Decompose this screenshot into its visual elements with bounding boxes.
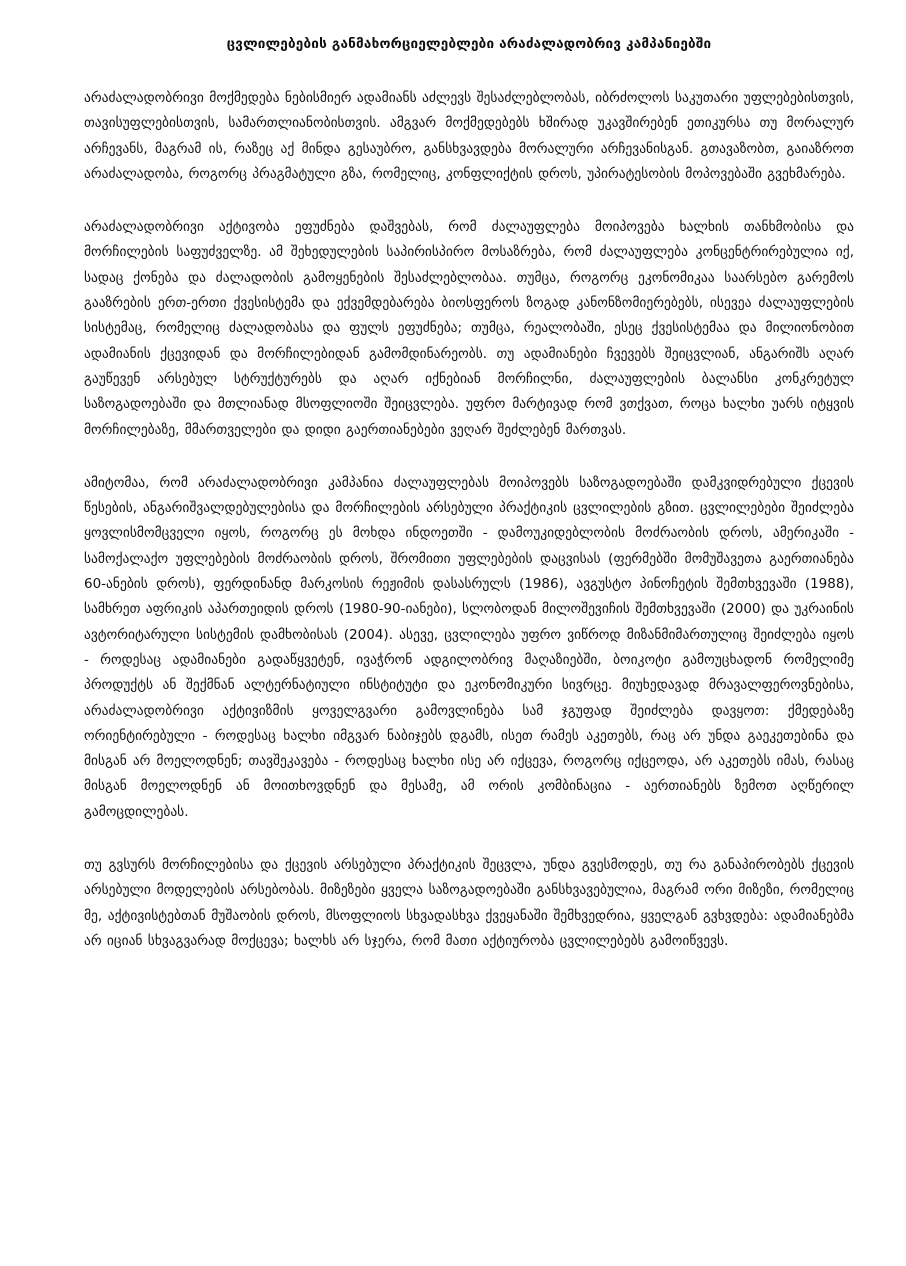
paragraph-1: არაძალადობრივი მოქმედება ნებისმიერ ადამიანს აძლევს შესაძლებლობას, იბრძოლოს საკუთარი უფლებებისთვის, თავისუფლებისთვის, სამართლიანობისთვის. ამგვარ მოქმედებებს ხშირად უკავშირებენ ეთიკურსა თუ მორალურ არჩევანს, მაგრამ ის, რაზეც აქ მინდა გესაუბრო, განსხვავდება მორალური არჩევანისგან. გთავაზობთ, გაიაზროთ არაძალადობა, როგორც პრაგმატული გზა, რომელიც, კონფლიქტის დროს, უპირატესობის მოპოვებაში გვეხმარება. xyxy=(84,90,854,182)
paragraph-4: თუ გვსურს მორჩილებისა და ქცევის არსებული პრაქტიკის შეცვლა, უნდა გვესმოდეს, თუ რა განაპირობებს ქცევის არსებული მოდელების არსებობას. მიზეზები ყველა საზოგადოებაში განსხვავებულია, მაგრამ ორი მიზეზი, რომელიც მე, აქტივისტებთან მუშაობის დროს, მსოფლიოს სხვადასხვა ქვეყანაში შემხვედრია, ყველგან გვხვდება: ადამიანებმა არ იციან სხვაგვარად მოქცევა; ხალხს არ სჯერა, რომ მათი აქტიურობა ცვლილებებს გამოიწვევს. xyxy=(84,857,854,949)
document-title: ცვლილებების განმახორციელებლები არაძალადობრივ კამპანიებში xyxy=(226,36,712,52)
paragraph-2: არაძალადობრივი აქტივობა ეფუძნება დაშვებას, რომ ძალაუფლება მოიპოვება ხალხის თანხმობისა და მორჩილების საფუძველზე. ამ შეხედულების საპირისპირო მოსაზრება, რომ ძალაუფლება კონცენტრირებულია იქ, სადაც ქონება და ძალადობის გამოყენების შესაძლებლობაა. თუმცა, როგორც ეკონომიკაა საარსებო გარემოს გააზრების ერთ-ერთი ქვესისტემა და ექვემდებარება ბიოსფეროს ზოგად კანონზომიერებებს, ისევეა ძალაუფლების სისტემაც, რომელიც ძალადობასა და ფულს ეფუძნება; თუმცა, რეალობაში, ესეც ქვესისტემაა და მილიონობით ადამიანის ქცევიდან და მორჩილებიდან გამომდინარეობს. თუ ადამიანები ჩვევებს შეიცვლიან, ანგარიშს აღარ გაუწევენ არსებულ სტრუქტურებს და აღარ იქნებიან მორჩილნი, ძალაუფლების ბალანსი კონკრეტულ საზოგადოებაში და მთლიანად მსოფლიოში შეიცვლება. უფრო მარტივად რომ ვთქვათ, როცა ხალხი უარს იტყვის მორჩილებაზე, მმართველები და დიდი გაერთიანებები ვეღარ შეძლებენ მართვას. xyxy=(84,219,854,438)
paragraph-3: ამიტომაა, რომ არაძალადობრივი კამპანია ძალაუფლებას მოიპოვებს საზოგადოებაში დამკვიდრებული ქცევის წესების, ანგარიშვალდებულებისა და მორჩილების არსებული პრაქტიკის ცვლილების გზით. ცვლილებები შეიძლება ყოვლისმომცველი იყოს, როგორც ეს მოხდა ინდოეთში - დამოუკიდებლობის მოძრაობის დროს, ამერიკაში - სამოქალაქო უფლებების მოძრაობის დროს, შრომითი უფლებების დაცვისას (ფერმებში მომუშავეთა გაერთიანება 60-ანების დროს), ფერდინანდ მარკოსის რეჟიმის დასასრულს (1986), ავგუსტო პინოჩეტის შემთხვევაში (1988), სამხრეთ აფრიკის აპართეიდის დროს (1980-90-იანები), სლობოდან მილოშევიჩის შემთხვევაში (2000) და უკრაინის ავტორიტარული სისტემის დამხობისას (2004). ასევე, ცვლილება უფრო ვიწროდ მიზანმიმართულიც შეიძლება იყოს - როდესაც ადამიანები გადაწყვეტენ, ივაჭრონ ადგილობრივ მაღაზიებში, ბოიკოტი გამოუცხადონ რომელიმე პროდუქტს ან შექმნან ალტერნატიული ინსტიტუტი და ეკონომიკური სივრცე. მიუხედავად მრავალფეროვნებისა, არაძალადობრივი აქტივიზმის ყოველგვარი გამოვლინება სამ ჯგუფად შეიძლება დავყოთ: ქმედებაზე ორიენტირებული - როდესაც ხალხი იმგვარ ნაბიჯებს დგამს, ისეთ რამეს აკეთებს, რაც არ უნდა გაეკეთებინა და მისგან არ მოელოდნენ; თავშეკავება - როდესაც ხალხი ისე არ იქცევა, როგორც იქცეოდა, არ აკეთებს იმას, რასაც მისგან მოელოდნენ ან მოითხოვდნენ და მესამე, ამ ორის კომბინაცია - აერთიანებს ზემოთ აღწერილ გამოცდილებას. xyxy=(84,474,854,820)
